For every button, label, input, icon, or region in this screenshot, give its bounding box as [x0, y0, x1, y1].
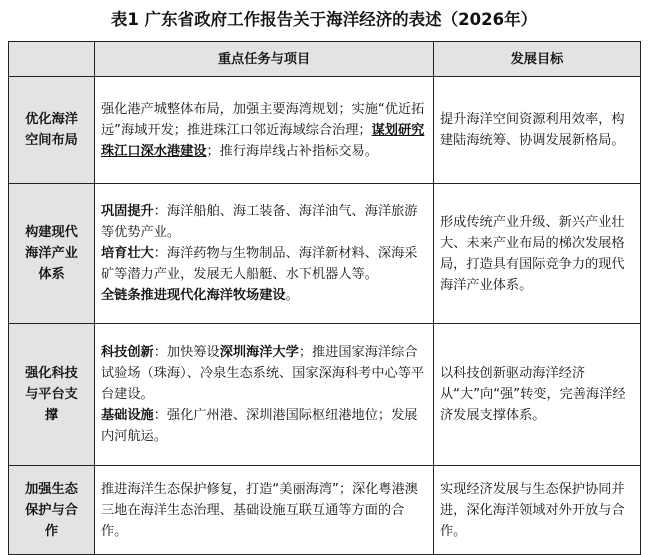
task-highlight: 谋划研究珠江口深水港建设: [101, 122, 425, 159]
category-cell: [9, 77, 95, 184]
goal-cell: 形成传统产业升级、新兴产业壮大、未来产业布局的梯次发展格局，打造具有国际竞争力的现代海洋产业体系。: [434, 184, 641, 324]
category-line: 撑: [44, 408, 59, 423]
tasks-cell: [95, 324, 434, 466]
task-label: 基础设施: [101, 408, 154, 423]
header-goals: 发展目标: [434, 42, 641, 77]
category-line: 强化科技: [25, 366, 78, 381]
task-item: [101, 285, 427, 306]
task-label: 科技创新: [101, 345, 154, 360]
header-category: [9, 42, 95, 77]
header-tasks: 重点任务与项目: [95, 42, 434, 77]
category-line: 体系: [38, 267, 65, 282]
tasks-cell: [95, 184, 434, 324]
category-line: 与平台支: [25, 387, 78, 402]
task-text: ；推行海岸线占补指标交易。: [206, 143, 378, 159]
category-line: 海洋产业: [25, 246, 78, 261]
category-line: 作: [44, 523, 59, 539]
goal-cell: 提升海洋空间资源利用效率，构建陆海统筹、协调发展新格局。: [434, 77, 641, 184]
category-cell: [9, 324, 95, 466]
task-text: ：海洋药物与生物制品、海洋新材料、深海采矿等潜力产业，发展无人船艇、水下机器人等。: [101, 246, 418, 282]
task-item: [101, 342, 427, 405]
tasks-cell: 推进海洋生态保护修复，打造“美丽海湾”；深化粤港澳三地在海洋生态治理、基础设施互联互通等方面的合作。: [95, 466, 434, 555]
category-cell: [9, 184, 95, 324]
category-line: 加强生态: [25, 481, 78, 497]
category-line: 空间布局: [25, 133, 78, 148]
goal-cell: 以科技创新驱动海洋经济从“大”向“强”转变，完善海洋经济发展支撑体系。: [434, 324, 641, 466]
marine-economy-table: [8, 41, 641, 555]
task-text: ：海洋船舶、海工装备、海洋油气、海洋旅游等优势产业。: [101, 204, 418, 240]
category-line: 优化海洋: [25, 112, 78, 127]
task-item: [101, 405, 427, 447]
task-item: [101, 243, 427, 285]
task-highlight: 全链条推进现代化海洋牧场建设: [101, 288, 286, 303]
category-line: 保护与合: [25, 502, 78, 518]
task-label: 巩固提升: [101, 204, 154, 219]
table-row: [9, 466, 641, 555]
category-line: 构建现代: [25, 225, 78, 240]
table-row: [9, 184, 641, 324]
goal-cell: 实现经济发展与生态保护协同并进，深化海洋领域对外开放与合作。: [434, 466, 641, 555]
task-highlight: 深圳海洋大学: [219, 345, 299, 360]
tasks-cell: [95, 77, 434, 184]
category-cell: [9, 466, 95, 555]
table-header-row: [9, 42, 641, 77]
task-text: ；推进国家海洋综合试验场（珠海）、冷泉生态系统、国家深海科考中心等平台建设。: [101, 345, 425, 402]
table-title: 表1 广东省政府工作报告关于海洋经济的表述（2026年）: [110, 10, 538, 29]
table-row: [9, 324, 641, 466]
task-label: 培育壮大: [101, 246, 154, 261]
task-text: 强化港产城整体布局，加强主要海湾规划；实施“优近拓远”海域开发；推进珠江口邻近海域综合治理；: [101, 101, 425, 138]
task-text: ：加快筹设: [153, 345, 220, 360]
task-item: [101, 201, 427, 243]
task-text: ：强化广州港、深圳港国际枢纽港地位；发展内河航运。: [101, 408, 418, 444]
task-text: 。: [285, 288, 299, 303]
table-row: [9, 77, 641, 184]
